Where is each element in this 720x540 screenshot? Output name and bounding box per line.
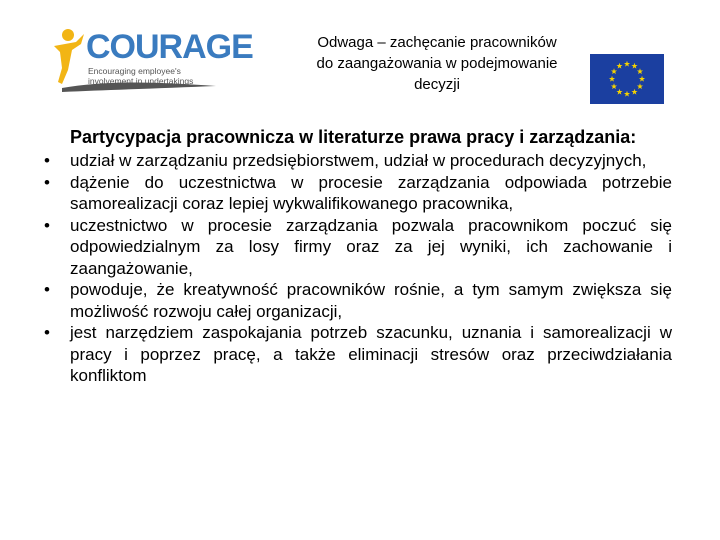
list-item: [40, 279, 672, 322]
courage-logo: [48, 26, 253, 98]
list-item: [40, 150, 672, 172]
logo-tagline-line2: involvement in undertakings: [88, 76, 194, 86]
list-item-text: dążenie do uczestnictwa w procesie zarządzania odpowiada potrzebie samorealizacji coraz lepiej wykwalifikowanego pracownika,: [70, 172, 672, 213]
list-item: [40, 215, 672, 280]
list-item: [40, 322, 672, 387]
bullet-icon: •: [44, 323, 50, 342]
title-line-2: do zaangażowania w podejmowanie: [316, 55, 558, 72]
list-item-text: powoduje, że kreatywność pracowników rośnie, a tym samym zwiększa się możliwość rozwoju całej organizacji,: [70, 280, 672, 321]
bullet-list: [40, 150, 672, 387]
title-line-1: Odwaga – zachęcanie pracowników: [317, 34, 557, 51]
list-item-text: udział w zarządzaniu przedsiębiorstwem, udział w procedurach decyzyjnych,: [70, 151, 647, 170]
page-title: [282, 32, 592, 95]
logo-tagline: [88, 66, 193, 86]
logo-wordmark: COURAGE: [86, 28, 253, 66]
section-heading: Partycypacja pracownicza w literaturze prawa pracy i zarządzania:: [70, 127, 637, 147]
bullet-icon: •: [44, 151, 50, 170]
bullet-icon: •: [44, 172, 50, 192]
list-item: [40, 172, 672, 215]
eu-flag-icon: [590, 54, 664, 104]
list-item-text: uczestnictwo w procesie zarządzania pozwala pracownikom poczuć się odpowiedzialnym za losy firmy oraz za jej wyniki, ich zachowanie i zaangażowanie,: [70, 215, 672, 278]
title-line-3: decyzji: [414, 76, 460, 93]
list-item-text: jest narzędziem zaspokajania potrzeb szacunku, uznania i samorealizacji w pracy i poprzez pracę, a także eliminacji stresów oraz przeciwdziałania konfliktom: [70, 323, 672, 385]
bullet-icon: •: [44, 215, 50, 235]
bullet-icon: •: [44, 280, 50, 299]
logo-tagline-line1: Encouraging employee's: [88, 66, 181, 76]
